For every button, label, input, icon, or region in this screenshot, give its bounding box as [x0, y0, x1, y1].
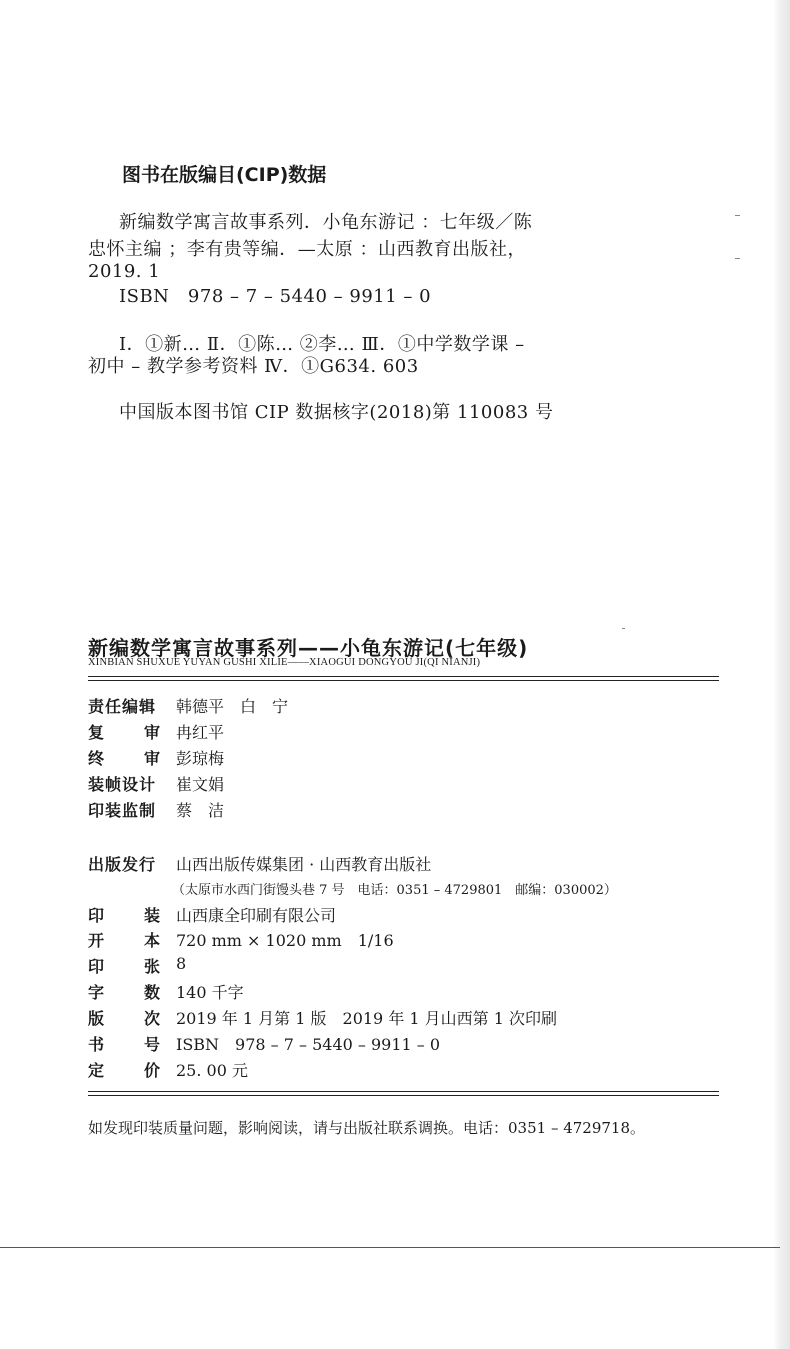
book-title-pinyin: XINBIAN SHUXUE YUYAN GUSHI XILIE——XIAOGUI DONGYOU JI(QI NIANJI) [88, 657, 481, 668]
divider [88, 680, 719, 681]
credit-label: 印装监制 [88, 801, 157, 820]
credit-value: 冉红平 [176, 723, 225, 742]
cip-line: 2019. 1 [88, 261, 161, 282]
scan-speck [735, 258, 740, 259]
spec-value: 140 千字 [176, 983, 244, 1002]
divider [88, 676, 719, 677]
credit-label: 装帧设计 [88, 775, 157, 794]
spec-value: 山西康全印刷有限公司 [176, 906, 337, 925]
credit-value: 蔡 洁 [176, 801, 225, 820]
credit-value: 崔文娟 [176, 775, 225, 794]
credit-label: 责任编辑 [88, 697, 157, 716]
cip-line: 初中 – 教学参考资料 Ⅳ．①G634. 603 [88, 356, 419, 377]
credit-value: 韩德平 白 宁 [176, 697, 289, 716]
cip-isbn: ISBN 978 – 7 – 5440 – 9911 – 0 [119, 286, 432, 307]
divider [88, 1091, 719, 1092]
spec-value: ISBN 978 – 7 – 5440 – 9911 – 0 [176, 1035, 441, 1054]
spec-value: 720 mm × 1020 mm 1/16 [176, 931, 394, 950]
publisher-label: 出版发行 [88, 855, 157, 874]
spec-label: 定 价 [88, 1061, 160, 1080]
publisher-value: 山西出版传媒集团 · 山西教育出版社 [176, 855, 432, 874]
cip-line: Ⅰ．①新… Ⅱ．①陈… ②李… Ⅲ．①中学数学课 – [119, 334, 525, 355]
credit-label: 终 审 [88, 749, 160, 768]
credit-label: 复 审 [88, 723, 160, 742]
spec-value: 2019 年 1 月第 1 版 2019 年 1 月山西第 1 次印刷 [176, 1009, 558, 1028]
book-title: 新编数学寓言故事系列——小龟东游记(七年级) [88, 636, 529, 660]
spec-label: 书 号 [88, 1035, 160, 1054]
page-bottom-edge [0, 1247, 780, 1248]
spec-label: 印 张 [88, 957, 160, 976]
spec-label: 版 次 [88, 1009, 160, 1028]
cip-heading: 图书在版编目(CIP)数据 [122, 164, 327, 186]
scan-speck [735, 215, 740, 216]
cip-line: 新编数学寓言故事系列．小龟东游记 ：七年级／陈 [119, 212, 533, 233]
cip-line: 忠怀主编 ；李有贵等编．—太原 ：山西教育出版社， [88, 239, 526, 260]
divider [88, 1095, 719, 1096]
spec-value: 8 [176, 954, 187, 973]
spec-label: 字 数 [88, 983, 160, 1002]
publisher-address: （太原市水西门街馒头巷 7 号 电话：0351 – 4729801 邮编：030002） [172, 883, 617, 898]
quality-notice: 如发现印装质量问题，影响阅读，请与出版社联系调换。电话：0351 – 4729718。 [88, 1119, 646, 1137]
cip-record-number: 中国版本图书馆 CIP 数据核字(2018)第 110083 号 [119, 402, 554, 423]
spec-label: 开 本 [88, 931, 160, 950]
scan-speck [622, 628, 625, 629]
spec-label: 印 装 [88, 906, 160, 925]
credit-value: 彭琼梅 [176, 749, 225, 768]
spec-value: 25. 00 元 [176, 1061, 248, 1080]
page-edge-shadow [773, 0, 790, 1349]
